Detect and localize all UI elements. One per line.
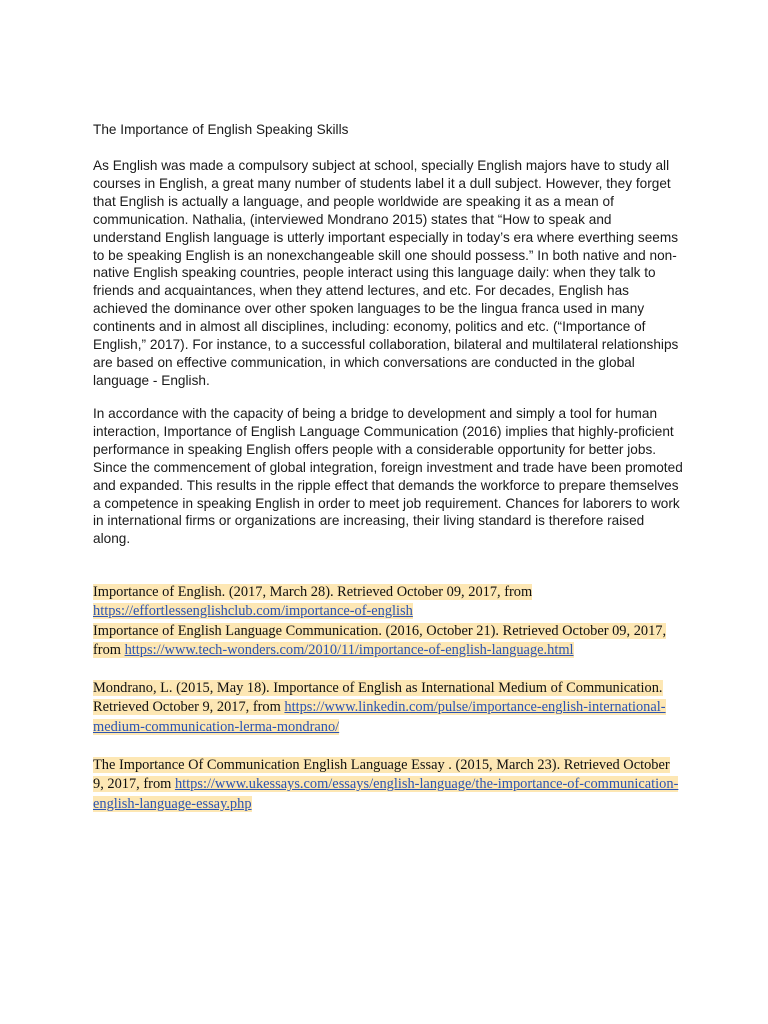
reference-text: Importance of English Language Communication. (2016, October 21). Retrieved October 09, 2017, from <box>93 622 667 658</box>
document-title: The Importance of English Speaking Skills <box>93 122 349 137</box>
reference-item <box>93 622 683 661</box>
reference-text: Importance of English. (2017, March 28). Retrieved October 09, 2017, from <box>93 584 533 600</box>
reference-link[interactable]: https://www.linkedin.com/pulse/importance-english-international-medium-communication-lerma-mondrano/ <box>93 699 666 735</box>
reference-item <box>93 583 683 622</box>
body-paragraph-1: As English was made a compulsory subject at school, specially English majors have to study all courses in English, a great many number of students label it a dull subject. However, they forget that English is actually a language, and people worldwide are speaking it as a mean of communication. Nathalia, (interviewed Mondrano 2015) states that “How to speak and understand English language is utterly important especially in today’s era where everthing seems to be speaking English is an nonexchangeable skill one should possess.” In both native and non-native English speaking countries, people interact using this language daily: when they talk to friends and acquaintances, when they attend lectures, and etc. For decades, English has achieved the dominance over other spoken languages to be the lingua franca used in many continents and in almost all disciplines, including: economy, politics and etc. (“Importance of English,” 2017). For instance, to a successful collaboration, bilateral and multilateral relationships are based on effective communication, in which conversations are conducted in the global language - English. <box>93 158 679 388</box>
reference-text: Mondrano, L. (2015, May 18). Importance of English as International Medium of Communication. Retrieved October 9, 2017, from <box>93 680 663 716</box>
reference-link[interactable]: https://www.ukessays.com/essays/english-language/the-importance-of-communication-english-language-essay.php <box>93 776 679 812</box>
references-list <box>93 583 683 814</box>
reference-link[interactable]: https://effortlessenglishclub.com/importance-of-english <box>93 603 413 620</box>
reference-text: The Importance Of Communication English Language Essay . (2015, March 23). Retrieved October 9, 2017, from <box>93 757 670 793</box>
reference-item <box>93 679 683 737</box>
body-paragraph-2: In accordance with the capacity of being a bridge to development and simply a tool for human interaction, Importance of English Language Communication (2016) implies that highly-proficient performance in speaking English offers people with a considerable opportunity for better jobs. Since the commencement of global integration, foreign investment and trade have been promoted and expanded. This results in the ripple effect that demands the workforce to prepare themselves a competence in speaking English in order to meet job requirement. Chances for laborers to work in international firms or organizations are increasing, their living standard is therefore raised along. <box>93 406 683 547</box>
reference-link[interactable]: https://www.tech-wonders.com/2010/11/importance-of-english-language.html <box>124 641 574 658</box>
reference-item <box>93 756 683 814</box>
